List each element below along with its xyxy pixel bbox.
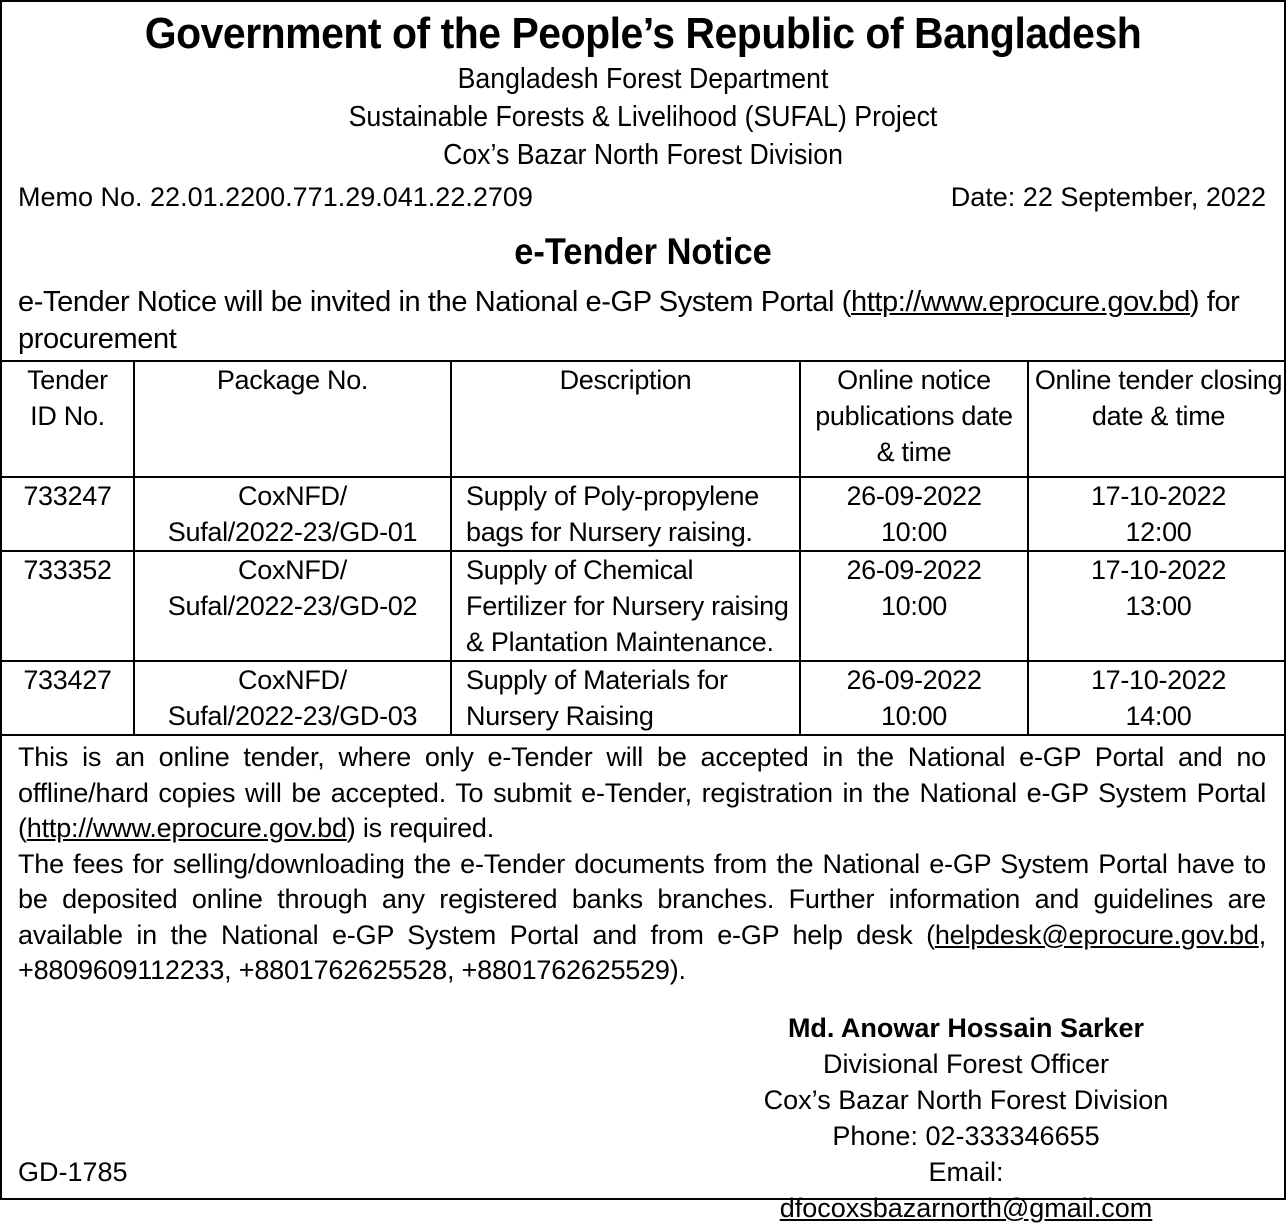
package-no: CoxNFD/ Sufal/2022-23/GD-02 <box>134 551 451 661</box>
signature-block <box>742 1010 1190 1226</box>
closing-datetime: 17-10-2022 12:00 <box>1028 477 1286 551</box>
tender-id: 733352 <box>2 551 134 661</box>
col-header-tender-id: Tender ID No. <box>2 361 134 477</box>
department-line: Bangladesh Forest Department <box>457 63 829 95</box>
fees-paragraph: The fees for selling/downloading the e-Tender documents from the National e-GP System Portal have to be deposited online through any registered banks branches. Further information and guidelines are available in the National e-GP System Portal and from e-GP help desk (helpdesk@eprocure.gov.bd, +8809609112233, +8801762625528, +8801762625529). <box>18 848 1266 985</box>
division-line: Cox’s Bazar North Forest Division <box>443 139 843 171</box>
eprocure-link[interactable]: http://www.eprocure.gov.bd <box>851 286 1190 318</box>
description: Supply of Chemical Fertilizer for Nursery raising & Plantation Maintenance. <box>451 551 800 661</box>
eprocure-link[interactable]: http://www.eprocure.gov.bd <box>26 813 347 843</box>
description: Supply of Materials for Nursery Raising <box>451 661 800 735</box>
description: Supply of Poly-propylene bags for Nursery raising. <box>451 477 800 551</box>
notice-body <box>2 736 1284 989</box>
signatory-email-link[interactable]: dfocoxsbazarnorth@gmail.com <box>779 1193 1153 1223</box>
publication-datetime: 26-09-2022 10:00 <box>800 477 1028 551</box>
publication-datetime: 26-09-2022 10:00 <box>800 551 1028 661</box>
col-header-description: Description <box>451 361 800 477</box>
publication-datetime: 26-09-2022 10:00 <box>800 661 1028 735</box>
col-header-publication: Online notice publications date & time <box>800 361 1028 477</box>
signatory-designation: Divisional Forest Officer <box>822 1049 1110 1079</box>
signatory-phone: Phone: 02-333346655 <box>832 1121 1100 1151</box>
advertisement-code: GD-1785 <box>18 1157 128 1187</box>
memo-date-row <box>2 174 1284 214</box>
project-line: Sustainable Forests & Livelihood (SUFAL) Project <box>348 101 938 133</box>
memo-number: Memo No. 22.01.2200.771.29.041.22.2709 <box>18 182 533 212</box>
table-row <box>2 551 1286 661</box>
table-header-row <box>2 361 1286 477</box>
closing-datetime: 17-10-2022 13:00 <box>1028 551 1286 661</box>
table-row <box>2 477 1286 551</box>
signatory-office: Cox’s Bazar North Forest Division <box>763 1085 1169 1115</box>
table-row <box>2 661 1286 735</box>
notice-title: e-Tender Notice <box>514 231 772 272</box>
notice-intro: e-Tender Notice will be invited in the National e-GP System Portal (http://www.eprocure.gov.bd) for procurement <box>18 286 1240 355</box>
package-no: CoxNFD/ Sufal/2022-23/GD-01 <box>134 477 451 551</box>
notice-date: Date: 22 September, 2022 <box>950 182 1266 212</box>
tender-id: 733427 <box>2 661 134 735</box>
col-header-package: Package No. <box>134 361 451 477</box>
tender-table <box>2 360 1286 736</box>
helpdesk-email-link[interactable]: helpdesk@eprocure.gov.bd <box>934 919 1259 950</box>
online-tender-paragraph: This is an online tender, where only e-Tender will be accepted in the National e-GP Portal and no offline/hard copies will be accepted. To submit e-Tender, registration in the National e-GP System Portal (http://www.eprocure.gov.bd) is required. <box>18 742 1266 843</box>
tender-id: 733247 <box>2 477 134 551</box>
closing-datetime: 17-10-2022 14:00 <box>1028 661 1286 735</box>
col-header-closing: Online tender closing date & time <box>1028 361 1286 477</box>
package-no: CoxNFD/ Sufal/2022-23/GD-03 <box>134 661 451 735</box>
signatory-name: Md. Anowar Hossain Sarker <box>787 1013 1145 1043</box>
government-title: Government of the People’s Republic of Bangladesh <box>144 9 1142 58</box>
signatory-email-line: Email: dfocoxsbazarnorth@gmail.com <box>779 1157 1153 1223</box>
